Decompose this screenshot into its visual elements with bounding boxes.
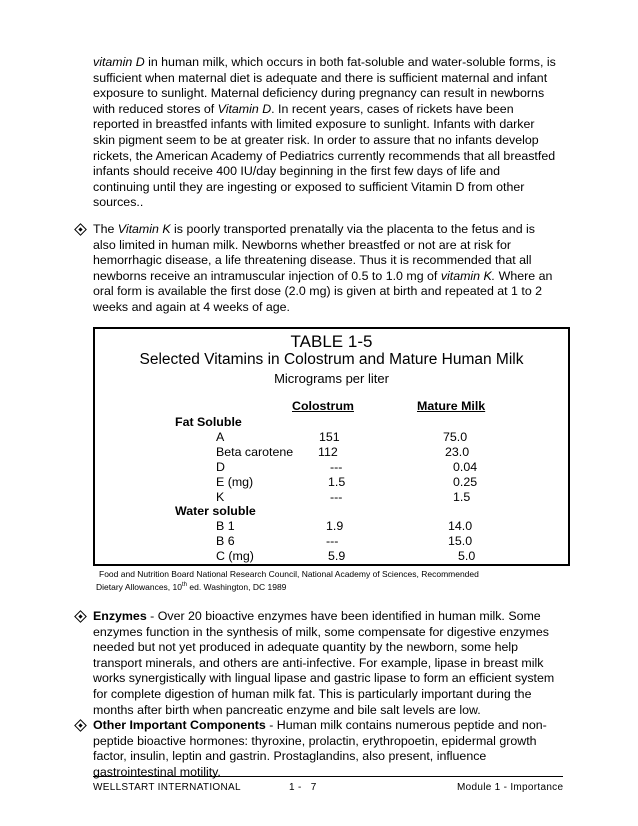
diamond-bullet-icon [76, 611, 85, 627]
row-colostrum: --- [330, 460, 343, 474]
paragraph-enzymes [93, 609, 571, 718]
text-line: transport minerals, and others are anti-infective. For example, lipase in breast milk [93, 655, 544, 670]
footer-divider [93, 776, 563, 777]
text-line: gastrointestinal motility. [93, 764, 221, 779]
text-line: exposure to sunlight. Maternal deficiency during pregnancy can result in newborns [93, 86, 545, 101]
text-line: with reduced stores of Vitamin D. In recent years, cases of rickets have been [93, 101, 514, 116]
table-footnote [96, 569, 479, 593]
row-mature: 23.0 [445, 445, 470, 459]
text-line: for complete digestion of human milk fat. This is particularly important during the [93, 686, 532, 701]
footnote-line: Food and Nutrition Board National Research Council, National Academy of Sciences, Recommended [99, 569, 479, 579]
row-mature: 15.0 [448, 534, 473, 548]
row-colostrum: 151 [319, 430, 340, 444]
row-mature: 0.04 [453, 460, 478, 474]
text-line: rickets, the American Academy of Pediatrics currently recommends that all breastfed [93, 148, 556, 163]
group-label-fat-soluble: Fat Soluble [175, 415, 242, 429]
paragraph-other-components [93, 718, 571, 780]
row-colostrum: 112 [318, 445, 338, 459]
table-subtitle: Selected Vitamins in Colostrum and Mature Human Milk [139, 351, 524, 368]
row-colostrum: --- [326, 534, 339, 548]
text-line: Other Important Components - Human milk contains numerous peptide and non- [93, 718, 547, 732]
row-name: A [216, 430, 225, 444]
row-name: E (mg) [216, 475, 254, 489]
row-mature: 0.25 [453, 475, 478, 489]
table-units: Micrograms per liter [274, 371, 389, 386]
text-line: newborns receive an intramuscular injection of 0.5 to 1.0 mg of vitamin K. Where an [93, 268, 553, 283]
row-colostrum: 1.5 [328, 475, 346, 489]
row-name: C (mg) [216, 549, 254, 563]
text-line: skin pigment seem to be at greater risk. In order to assure that no infants develop [93, 132, 539, 147]
diamond-bullet-icon [76, 224, 85, 240]
row-colostrum: 5.9 [328, 549, 346, 563]
text-line: also limited in human milk. Newborns whether breastfed or not are at risk for [93, 237, 512, 252]
text-line: peptide bioactive hormones: thyroxine, prolactin, erythropoetin, epidermal growth [93, 733, 537, 748]
group-label-water-soluble: Water soluble [175, 504, 256, 518]
text-line: continuing until they are ingesting or exposed to sufficient Vitamin D from other [93, 179, 525, 194]
table-title: TABLE 1-5 [290, 332, 373, 351]
text-line: factor, insulin, leptin and gastrin. Prostaglandins, also present, influence [93, 749, 487, 764]
row-mature: 5.0 [458, 549, 476, 563]
text-line: needed but not yet produced in adequate quantity by the newborn, some help [93, 640, 519, 655]
row-name: B 6 [216, 534, 235, 548]
row-name: Beta carotene [216, 445, 294, 459]
page-number: 1 - 7 [289, 782, 317, 793]
row-name: B 1 [216, 519, 235, 533]
diamond-bullet-icon [76, 720, 85, 736]
row-mature: 1.5 [453, 490, 471, 504]
column-header-colostrum: Colostrum [292, 399, 354, 413]
text-line: months after birth when pancreatic enzyme and bile salt levels are low. [93, 702, 481, 717]
vitamin-table [93, 327, 570, 566]
row-name: D [216, 460, 225, 474]
text-line: sources.. [93, 195, 144, 210]
text-line: vitamin D in human milk, which occurs in both fat-soluble and water-soluble forms, is [93, 55, 556, 69]
text-line: sufficient when maternal diet is adequate and there is sufficient maternal and infant [93, 70, 548, 85]
footer-left: WELLSTART INTERNATIONAL [93, 782, 241, 793]
row-colostrum: 1.9 [326, 519, 344, 533]
text-line: weeks and again at 4 weeks of age. [93, 299, 291, 314]
paragraph-vitamin-d [93, 55, 571, 211]
row-mature: 14.0 [448, 519, 473, 533]
footer-right: Module 1 - Importance [457, 782, 564, 793]
row-name: K [216, 490, 225, 504]
text-line: infants should receive 400 IU/day beginning in the first few days of life and [93, 164, 501, 179]
footnote-line: Dietary Allowances, 10th ed. Washington, DC 1989 [96, 581, 287, 592]
text-line: The Vitamin K is poorly transported prenatally via the placenta to the fetus and is [93, 222, 535, 236]
text-line: hemorrhagic disease, a life threatening disease. Thus it is recommended that all [93, 253, 532, 268]
text-line: enzymes function in the synthesis of milk, some compensate for digestive enzymes [93, 624, 549, 639]
text-line: oral form is available the first dose (2.0 mg) is given at birth and repeated at 1 to 2 [93, 284, 543, 299]
text-line: reported in breastfed infants with limited exposure to sunlight. Infants with darker [93, 117, 535, 132]
text-line: works synergistically with lingual lipase and gastric lipase to form an efficient system [93, 671, 555, 686]
row-colostrum: --- [330, 490, 343, 504]
column-header-mature-milk: Mature Milk [417, 399, 486, 413]
paragraph-vitamin-k [93, 222, 571, 316]
text-line: Enzymes - Over 20 bioactive enzymes have been identified in human milk. Some [93, 609, 541, 623]
row-mature: 75.0 [443, 430, 468, 444]
